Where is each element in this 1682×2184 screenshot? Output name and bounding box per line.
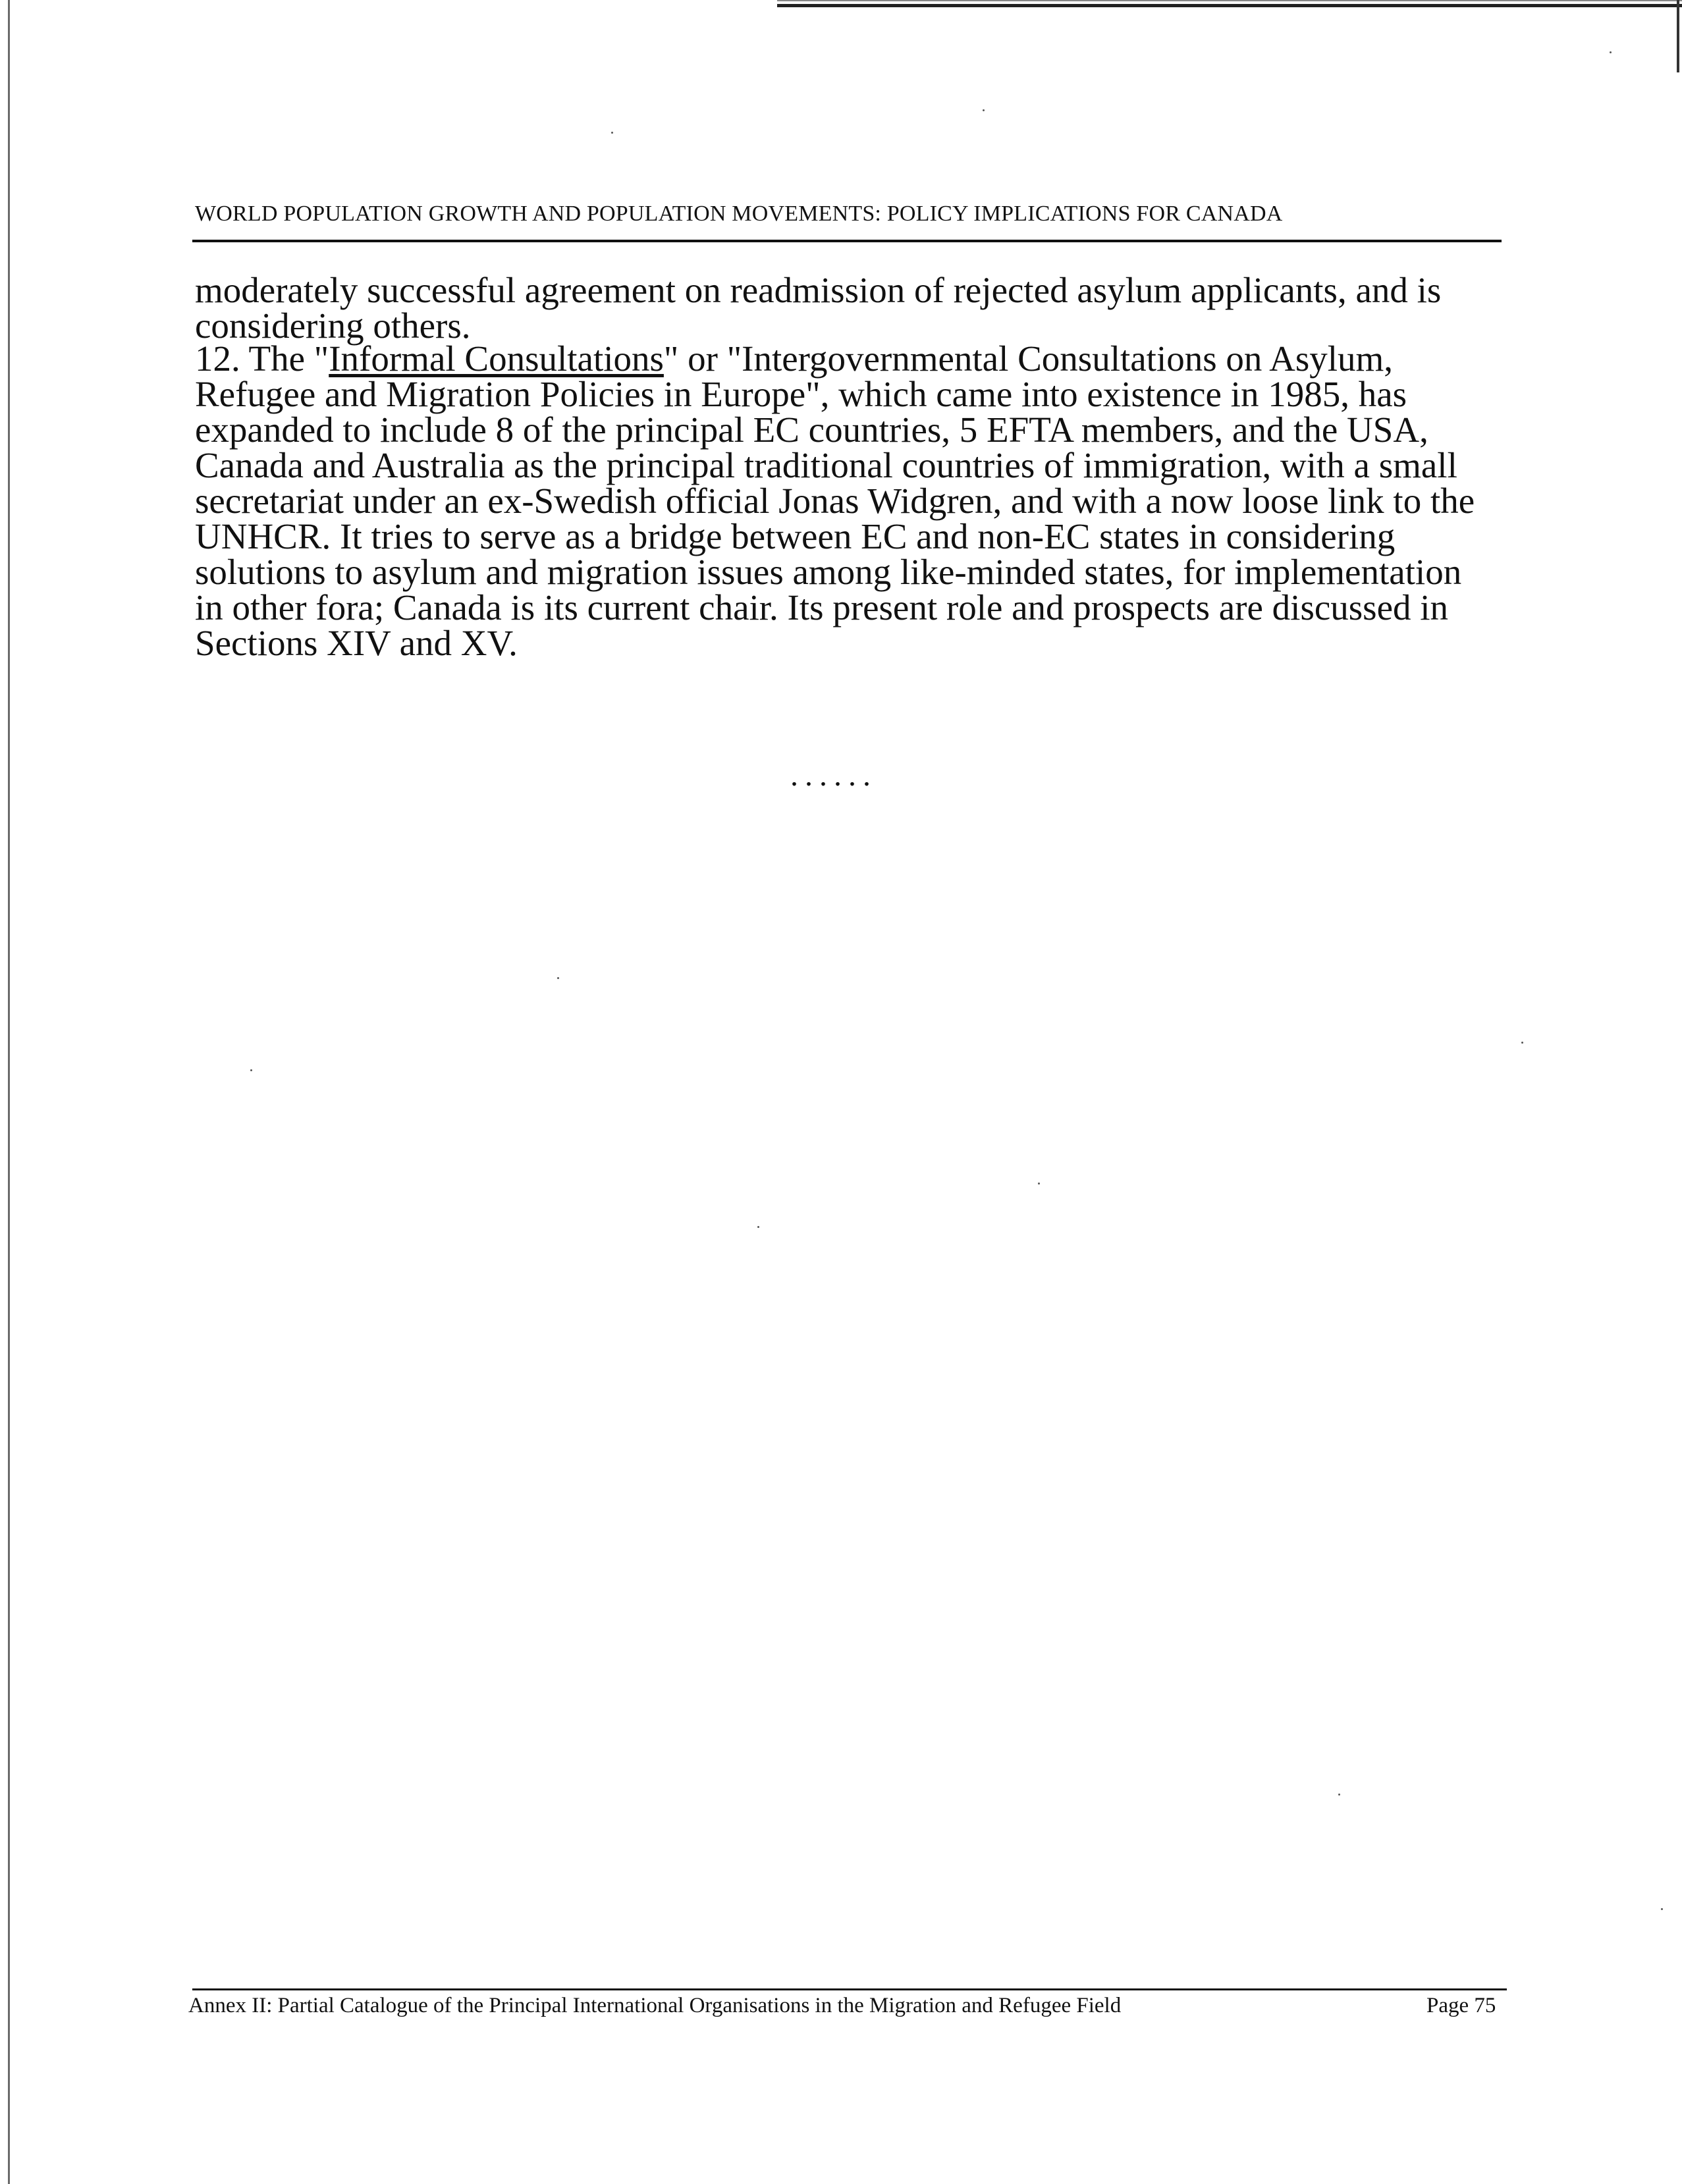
scan-speck	[250, 1069, 252, 1071]
scan-speck	[1338, 1794, 1340, 1796]
left-scan-edge	[8, 0, 10, 2184]
paragraph-number: 12. The "	[195, 338, 329, 379]
paragraph-line: solutions to asylum and migration issues among like-minded states, for implementation	[195, 552, 1462, 592]
header-rule	[192, 240, 1502, 242]
paragraph-line: UNHCR. It tries to serve as a bridge between EC and non-EC states in considering	[195, 516, 1396, 556]
paragraph-line: in other fora; Canada is its current chair. Its present role and prospects are discussed in	[195, 587, 1449, 627]
scan-speck	[1521, 1042, 1523, 1044]
scan-speck	[1038, 1183, 1040, 1185]
paragraph-line: Sections XIV and XV.	[195, 623, 518, 663]
paragraph-line: moderately successful agreement on readmission of rejected asylum applicants, and is	[195, 270, 1442, 310]
scan-speck	[983, 109, 985, 111]
scan-speck	[757, 1226, 759, 1228]
footer-rule	[192, 1988, 1507, 1990]
scan-speck	[1610, 51, 1612, 53]
scan-speck	[557, 977, 559, 979]
paragraph-line: Refugee and Migration Policies in Europe", which came into existence in 1985, has	[195, 374, 1407, 414]
paragraph-line: Canada and Australia as the principal traditional countries of immigration, with a small	[195, 445, 1457, 485]
top-scan-edge	[777, 4, 1682, 7]
underlined-term: Informal Consultations	[329, 338, 664, 379]
paragraph-line: secretariat under an ex-Swedish official Jonas Widgren, and with a now loose link to the	[195, 481, 1475, 521]
paragraph-line: expanded to include 8 of the principal EC countries, 5 EFTA members, and the USA,	[195, 410, 1428, 450]
section-separator: ......	[790, 758, 877, 793]
page-number: Page 75	[1426, 1994, 1496, 2017]
running-header: WORLD POPULATION GROWTH AND POPULATION MOVEMENTS: POLICY IMPLICATIONS FOR CANADA	[195, 201, 1283, 226]
paragraph-continuation	[195, 270, 1506, 346]
paragraph-line: considering others.	[195, 306, 471, 346]
top-scan-edge-thin	[777, 0, 1682, 1]
scan-speck	[611, 132, 613, 134]
paragraph-line	[195, 338, 1506, 379]
right-scan-edge	[1677, 0, 1679, 72]
footer-annex-title: Annex II: Partial Catalogue of the Principal International Organisations in the Migration and Refugee Field	[188, 1994, 1122, 2017]
paragraph-line-rest: " or "Intergovernmental Consultations on Asylum,	[663, 338, 1394, 379]
scan-speck	[1661, 1908, 1663, 1910]
paragraph-12	[195, 338, 1506, 663]
